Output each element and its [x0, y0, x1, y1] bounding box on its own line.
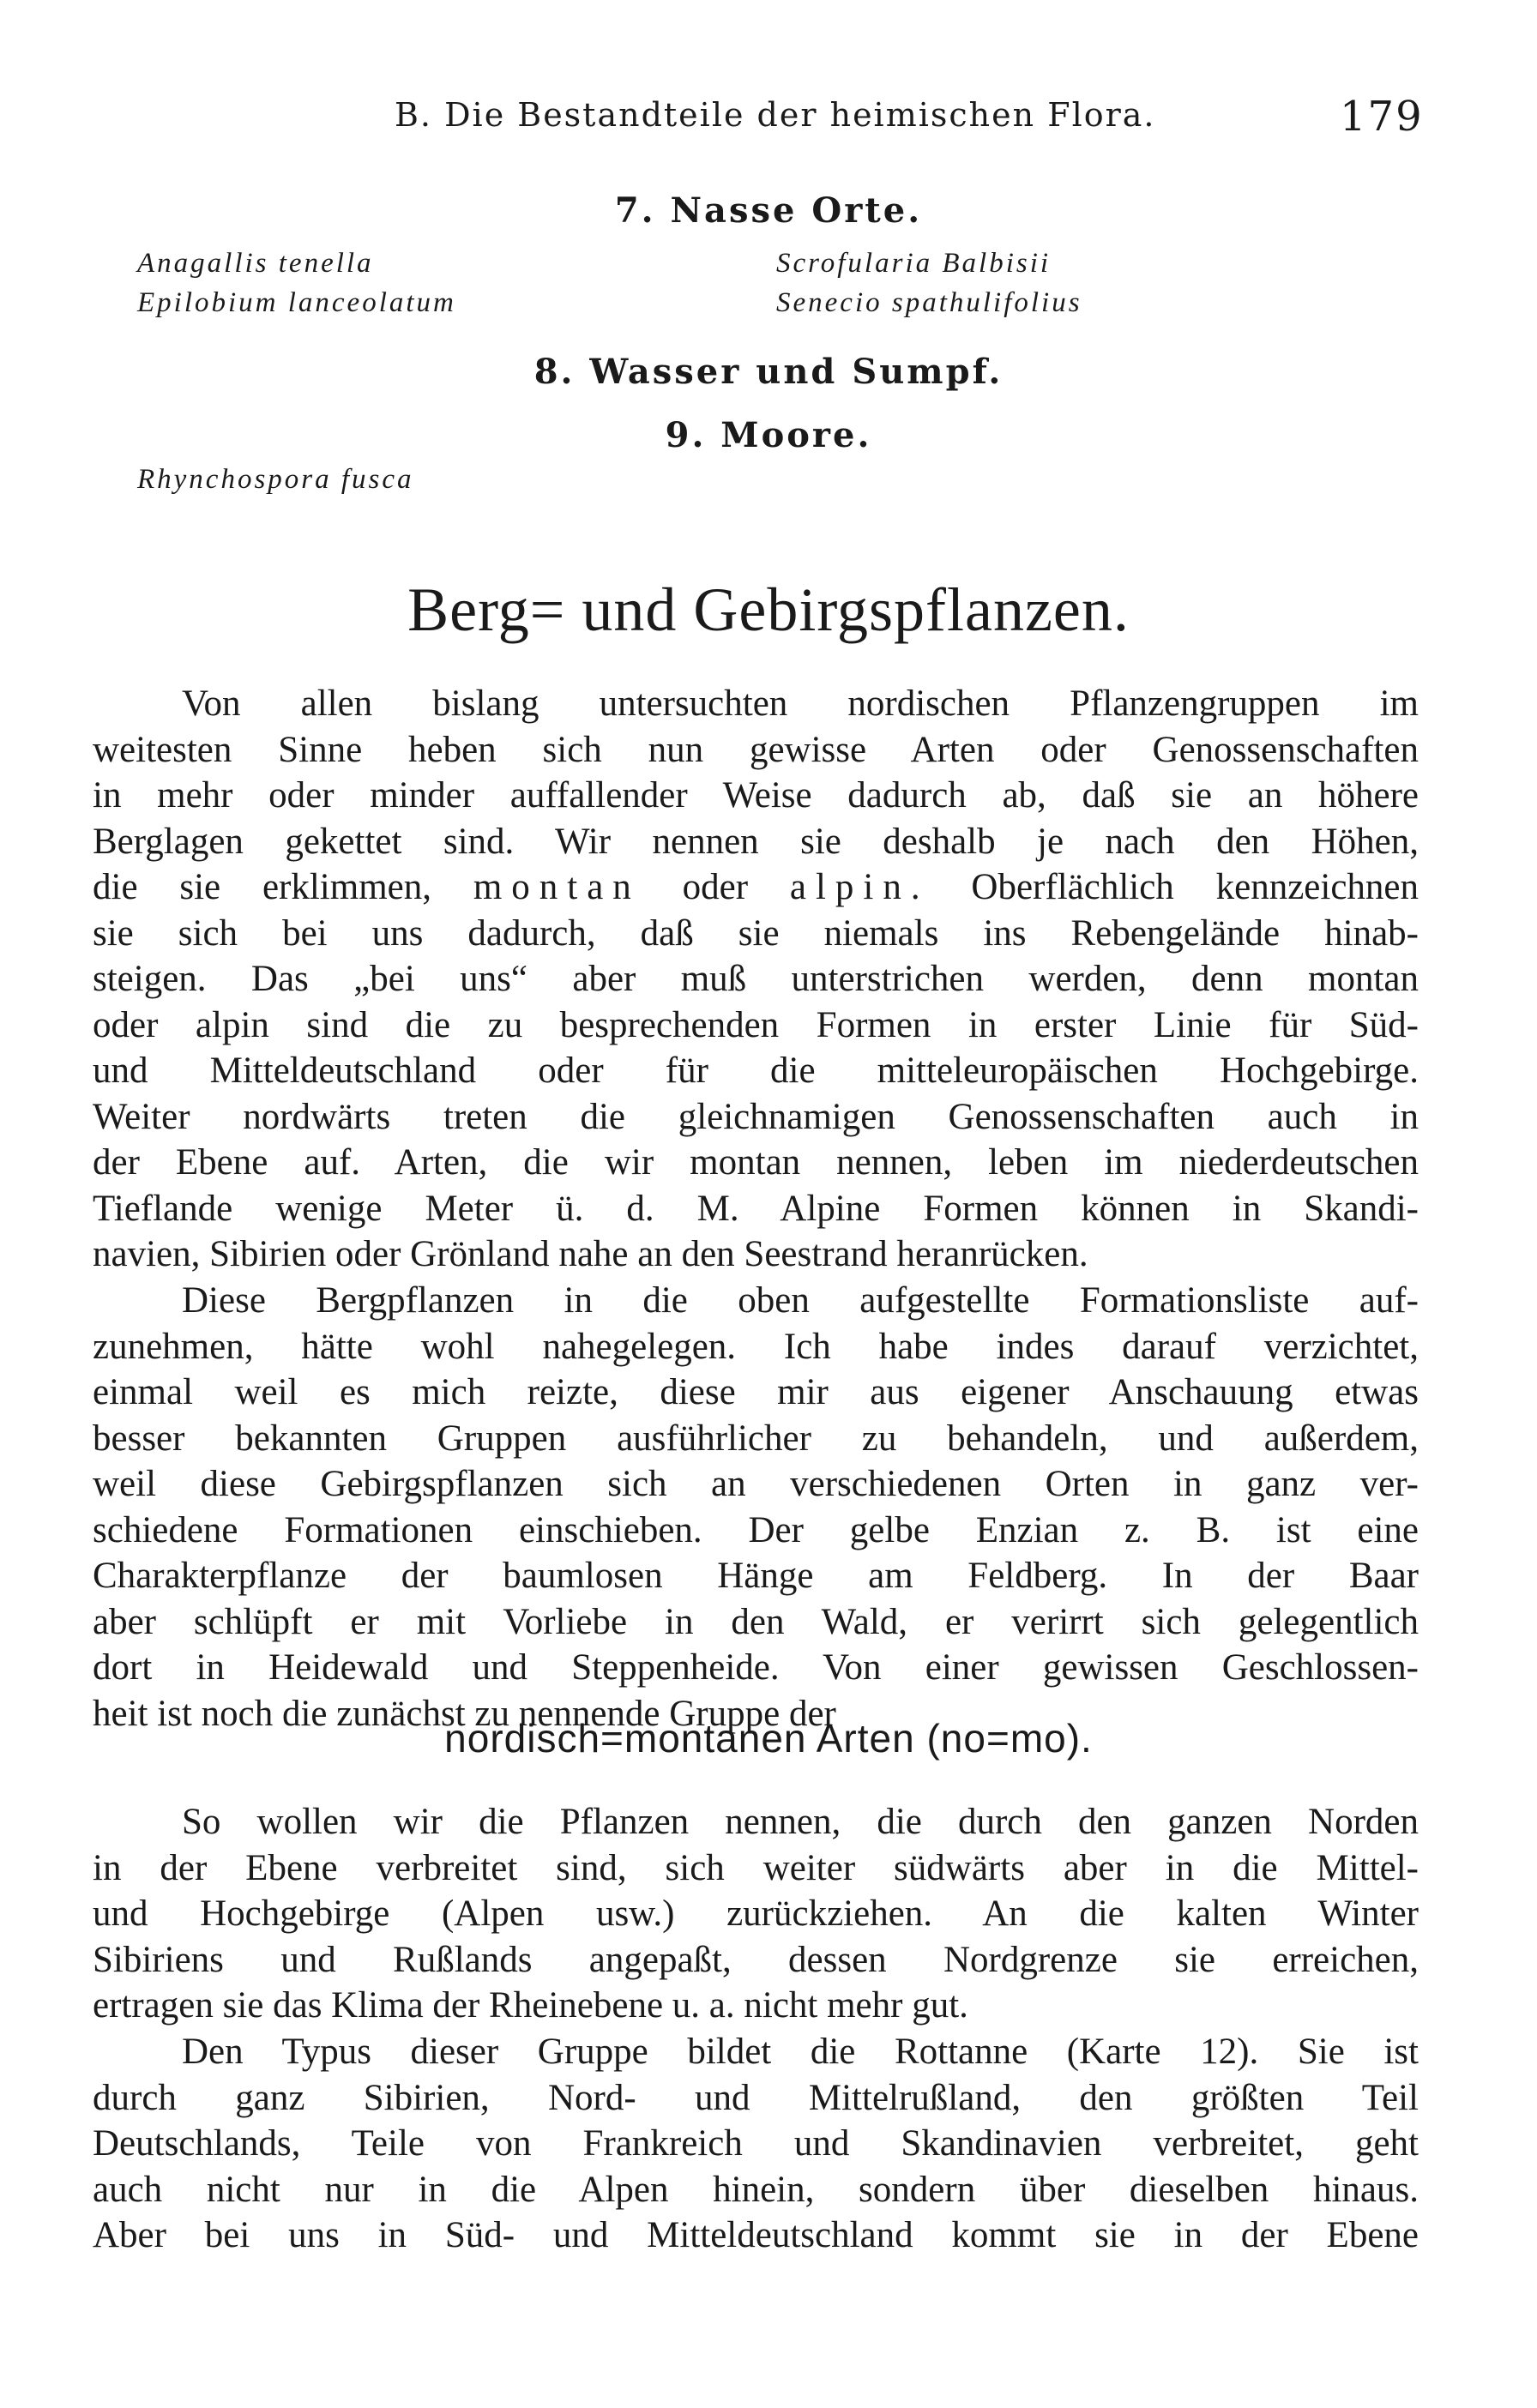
text-line: Deutschlands, Teile von Frankreich und Skandinavien verbreitet, geht — [93, 2123, 1419, 2164]
spaced-term-alpin: alpin. — [789, 867, 930, 907]
section-heading-nasse-orte: 7. Nasse Orte. — [614, 190, 923, 231]
text-line: Weiter nordwärts treten die gleichnamigen Genossenschaften auch in — [93, 1096, 1419, 1137]
text-line: Tieflande wenige Meter ü. d. M. Alpine Formen können in Skandi- — [93, 1188, 1419, 1229]
text-line: Diese Bergpflanzen in die oben aufgestellte Formationsliste auf- — [182, 1280, 1419, 1321]
text-line: einmal weil es mich reizte, diese mir aus eigener Anschauung etwas — [93, 1372, 1419, 1412]
section-heading-wasser-sumpf: 8. Wasser und Sumpf. — [533, 352, 1004, 392]
text-line: weitesten Sinne heben sich nun gewisse Arten oder Genossenschaften — [93, 729, 1419, 770]
text-line: Charakterpflanze der baumlosen Hänge am Feldberg. In der Baar — [93, 1556, 1419, 1596]
text-line: So wollen wir die Pflanzen nennen, die durch den ganzen Norden — [182, 1802, 1419, 1842]
text-line: oder alpin sind die zu besprechenden Formen in erster Linie für Süd- — [93, 1004, 1419, 1045]
text-fragment: Oberflächlich kennzeichnen — [971, 867, 1419, 907]
text-line: in mehr oder minder auffallender Weise dadurch ab, daß sie an höhere — [93, 775, 1419, 816]
paragraph — [93, 681, 1419, 1278]
text-line: steigen. Das „bei uns“ aber muß unterstrichen werden, denn montan — [93, 959, 1419, 999]
page-number: 179 — [1340, 93, 1424, 141]
text-line — [93, 864, 1419, 911]
text-fragment: oder — [682, 867, 749, 907]
text-line: besser bekannten Gruppen ausführlicher zu behandeln, und außerdem, — [93, 1418, 1419, 1459]
text-line: weil diese Gebirgspflanzen sich an verschiedenen Orten in ganz ver- — [93, 1464, 1419, 1504]
text-line: durch ganz Sibirien, Nord- und Mittelrußland, den größten Teil — [93, 2077, 1419, 2118]
text-line: zunehmen, hätte wohl nahegelegen. Ich habe indes darauf verzichtet, — [93, 1326, 1419, 1367]
text-line: Sibiriens und Rußlands angepaßt, dessen Nordgrenze sie erreichen, — [93, 1939, 1419, 1980]
chapter-heading: Berg= und Gebirgspflanzen. — [407, 575, 1130, 644]
text-line: navien, Sibirien oder Grönland nahe an den Seestrand heranrücken. — [93, 1234, 1088, 1274]
text-line: sie sich bei uns dadurch, daß sie niemals ins Rebengelände hinab- — [93, 912, 1419, 954]
text-line: und Mitteldeutschland oder für die mitteleuropäischen Hochgebirge. — [93, 1050, 1419, 1091]
species-name: Rhynchospora fusca — [137, 464, 414, 495]
text-line: Aber bei uns in Süd- und Mitteldeutschland kommt sie in der Ebene — [93, 2215, 1419, 2255]
species-list-right — [776, 244, 1082, 322]
section-heading-moore: 9. Moore. — [665, 415, 872, 455]
species-name: Anagallis tenella — [137, 248, 374, 279]
text-line: Berglagen gekettet sind. Wir nennen sie deshalb je nach den Höhen, — [93, 821, 1419, 862]
text-line: und Hochgebirge (Alpen usw.) zurückziehen. An die kalten Winter — [93, 1893, 1419, 1934]
paragraph — [93, 1799, 1419, 2029]
species-name: Epilobium lanceolatum — [137, 287, 456, 318]
species-name: Scrofularia Balbisii — [776, 248, 1052, 279]
text-line: schiedene Formationen einschieben. Der gelbe Enzian z. B. ist eine — [93, 1509, 1419, 1550]
running-title: B. Die Bestandteile der heimischen Flora. — [395, 96, 1156, 134]
spaced-term-montan: montan — [473, 867, 641, 907]
section-heading-nordisch-montan: nordisch=montanen Arten (no=mo). — [444, 1716, 1093, 1761]
paragraph — [93, 2029, 1419, 2259]
text-line: der Ebene auf. Arten, die wir montan nennen, leben im niederdeutschen — [93, 1142, 1419, 1183]
text-line: dort in Heidewald und Steppenheide. Von einer gewissen Geschlossen- — [93, 1647, 1419, 1688]
running-header — [0, 93, 1537, 156]
species-list-left — [137, 244, 456, 322]
text-line: auch nicht nur in die Alpen hinein, sondern über dieselben hinaus. — [93, 2169, 1419, 2210]
text-line: in der Ebene verbreitet sind, sich weiter südwärts aber in die Mittel- — [93, 1847, 1419, 1888]
text-line: ertragen sie das Klima der Rheinebene u. a. nicht mehr gut. — [93, 1985, 968, 2026]
species-list-left — [137, 460, 414, 499]
paragraph — [93, 1278, 1419, 1737]
text-fragment: die sie erklimmen, — [93, 867, 431, 907]
text-line: Den Typus dieser Gruppe bildet die Rottanne (Karte 12). Sie ist — [182, 2032, 1419, 2072]
text-line: heit ist noch die zunächst zu nennende Gruppe der — [93, 1693, 836, 1734]
text-line: Von allen bislang untersuchten nordischen Pflanzengruppen im — [182, 683, 1419, 724]
species-name: Senecio spathulifolius — [776, 287, 1082, 318]
text-line: aber schlüpft er mit Vorliebe in den Wald, er verirrt sich gelegentlich — [93, 1601, 1419, 1642]
